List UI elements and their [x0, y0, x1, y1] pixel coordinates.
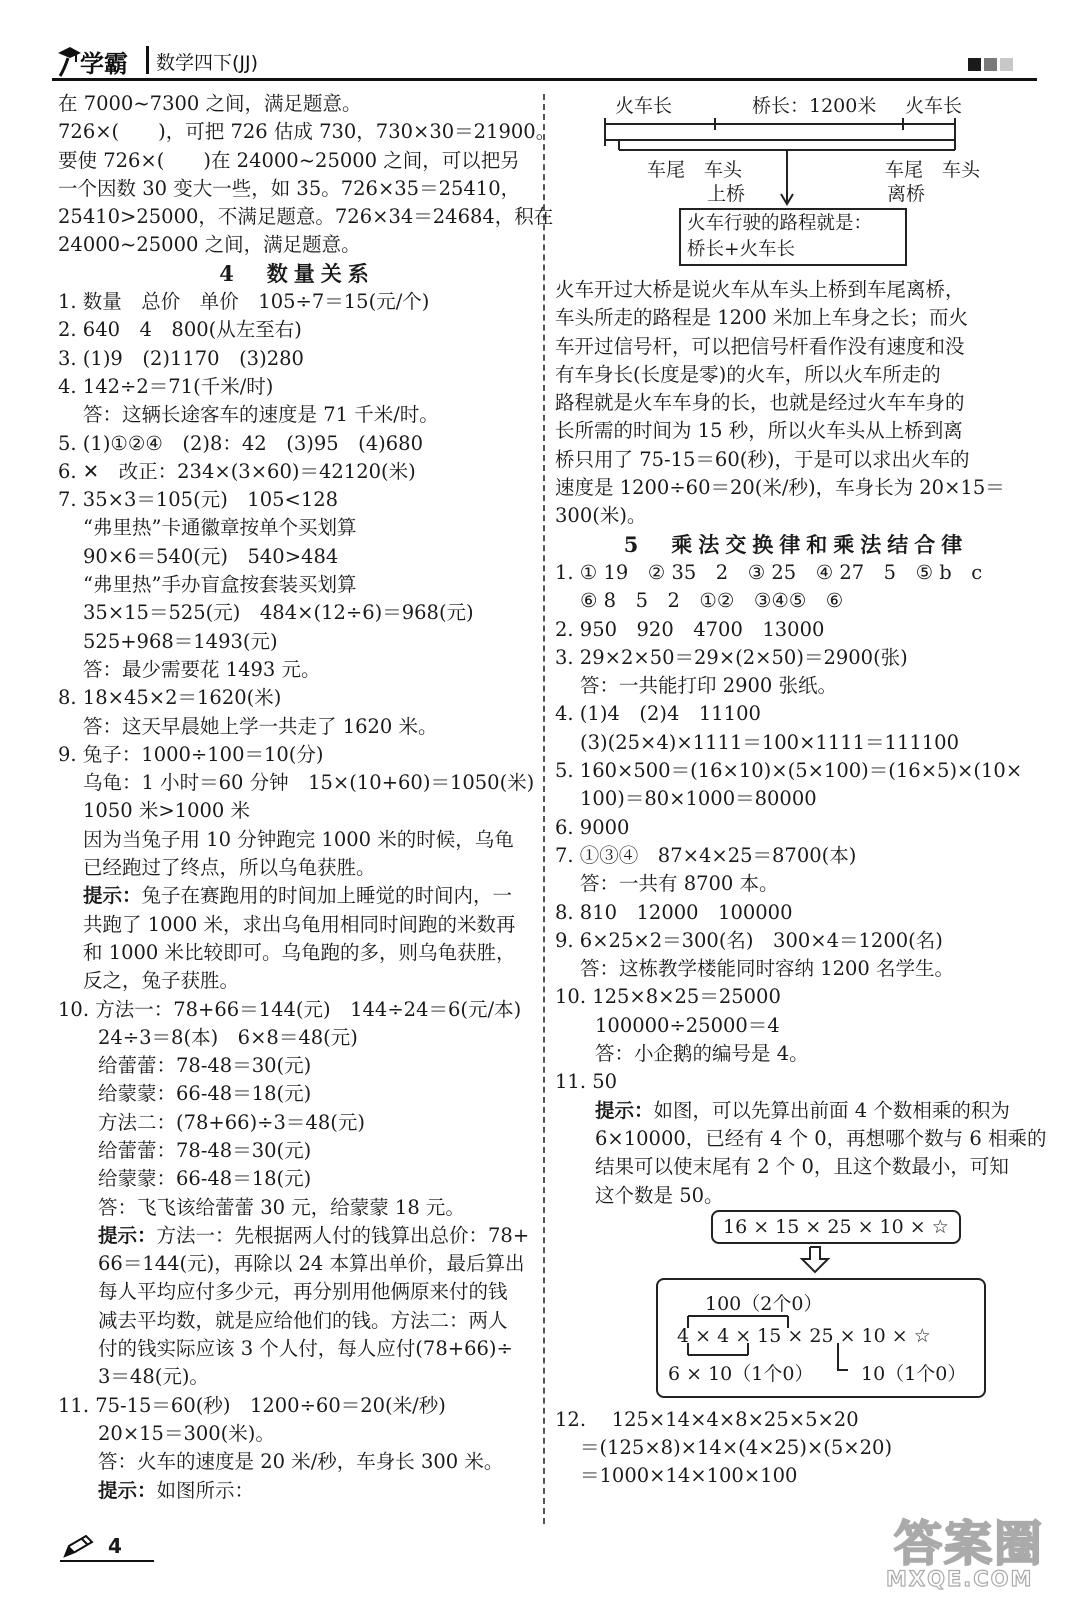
block-dark [968, 58, 981, 71]
answer-line: 在 7000~7300 之间，满足题意。 [58, 92, 362, 115]
answer-line: 2. 950 920 4700 13000 [555, 617, 825, 641]
answer-line: 答：火车的速度是 20 米/秒，车身长 300 米。 [98, 1450, 504, 1474]
hint-label: 提示： [98, 1478, 157, 1502]
watermark-domain: MXQE.COM [886, 1567, 1034, 1591]
hint-text: 方法一：先根据两人付的钱算出总价：78+ [156, 1223, 530, 1247]
answer-line: 1050 米>1000 米 [83, 799, 250, 823]
answer-line: 7. 35×3＝105(元) 105<128 [58, 488, 339, 512]
answer-line: 已经跑过了终点，所以乌龟获胜。 [83, 856, 376, 880]
answer-line: 共跑了 1000 米，求出乌龟用相同时间跑的米数再 [83, 912, 516, 936]
train-length-label-left: 火车长 [615, 95, 673, 117]
answer-line: 答：小企鹅的编号是 4。 [595, 1042, 809, 1066]
distance-formula-box [679, 208, 907, 266]
answer-line: ⑥ 8 5 2 ①② ③④⑤ ⑥ [580, 589, 844, 613]
tail-head-label-right: 车尾 车头 [885, 159, 981, 181]
answer-line: 速度是 1200÷60＝20(米/秒)，车身长为 20×15＝ [555, 476, 1005, 500]
answer-line: 3. 29×2×50＝29×(2×50)＝2900(张) [555, 645, 908, 669]
answer-line: 给蒙蒙：66-48＝18(元) [98, 1082, 312, 1106]
hint-line [58, 1477, 536, 1505]
answer-line: 8. 18×45×2＝1620(米) [58, 686, 282, 710]
bridge-length-label: 桥长：1200米 [752, 95, 877, 117]
header-separator [146, 46, 149, 74]
answer-line: 乌龟：1 小时＝60 分钟 15×(10+60)＝1050(米) [83, 771, 535, 795]
answer-line: 5. 160×500＝(16×10)×(5×100)＝(16×5)×(10× [555, 759, 1023, 783]
answer-line: 6. ✕ 改正：234×(3×60)＝42120(米) [58, 459, 416, 483]
brand-logo: 学霸 [80, 50, 128, 78]
footer-rule [60, 1560, 154, 1562]
answer-line: 726×( )，可把 726 估成 730，730×30＝21900。 [58, 120, 556, 144]
formula-line-1: 火车行驶的路程就是： [687, 213, 873, 234]
answer-line: 11. 75-15＝60(秒) 1200÷60＝20(米/秒) [58, 1393, 446, 1417]
bracket-label-top: 100（2个0） [705, 1292, 823, 1315]
answer-line: 3＝48(元)。 [98, 1365, 209, 1389]
answer-line: 给蕾蕾：78-48＝30(元) [98, 1138, 312, 1162]
answer-line: 10. 方法一：78+66＝144(元) 144÷24＝6(元/本) [58, 997, 522, 1021]
page-number: 4 [108, 1534, 122, 1558]
answer-line: 付的钱实际应该 3 个人付，每人应付(78+66)÷ [98, 1337, 513, 1361]
train-length-label-right: 火车长 [905, 95, 963, 117]
hint-label: 提示： [98, 1223, 157, 1247]
site-watermark [880, 1505, 1080, 1600]
answer-line: 6×10000，已经有 4 个 0，再想哪个数与 6 相乘的 [595, 1126, 1047, 1150]
right-column-text-bottom [555, 1406, 1037, 1491]
answer-line: 给蒙蒙：66-48＝18(元) [98, 1167, 312, 1191]
answer-line: 90×6＝540(元) 540>484 [83, 544, 339, 568]
answer-line: 一个因数 30 变大一些，如 35。726×35＝25410， [58, 176, 521, 200]
bracket-label-left: 6 × 10（1个0） [668, 1362, 814, 1385]
hint-label: 提示： [595, 1098, 654, 1122]
right-column-text-top [555, 276, 1047, 1210]
leave-bridge-label: 离桥 [887, 183, 926, 205]
hint-line [58, 1222, 536, 1250]
left-column [58, 90, 556, 1505]
answer-line: 1. 数量 总价 单价 105÷7＝15(元/个) [58, 290, 430, 314]
answer-line: 11. 50 [555, 1070, 618, 1094]
section-heading: 5 乘法交换律和乘法结合律 [623, 531, 969, 557]
answer-line: 9. 兔子：1000÷100＝10(分) [58, 742, 324, 766]
answer-line: 答：这栋教学楼能同时容纳 1200 名学生。 [580, 957, 955, 981]
board-bridge-label: 上桥 [707, 183, 746, 205]
answer-line: 反之，兔子获胜。 [83, 969, 240, 993]
hint-line [58, 882, 536, 910]
answer-line: 答：一共能打印 2900 张纸。 [580, 674, 838, 698]
answer-line: 100)＝80×1000＝80000 [580, 787, 817, 811]
answer-line: “弗里热”手办盲盒按套装买划算 [83, 573, 357, 597]
answer-line: 桥只用了 75-15＝60(秒)，于是可以求出火车的 [555, 447, 970, 471]
factor-zero-diagram [555, 1210, 1037, 1406]
answer-line: ＝1000×14×100×100 [580, 1464, 798, 1488]
answer-line: 4. (1)4 (2)4 11100 [555, 702, 761, 726]
book-subject: 数学四下(JJ) [156, 52, 259, 74]
answer-line: 1. ① 19 ② 35 2 ③ 25 ④ 27 5 ⑤ b c [555, 560, 983, 584]
answer-line: 20×15＝300(米)。 [98, 1421, 275, 1445]
bracket-label-right: 10（1个0） [861, 1362, 967, 1385]
answer-line: 有车身长(长度是零)的火车，所以火车所走的 [555, 362, 941, 386]
answer-line: 和 1000 米比较即可。乌龟跑的多，则乌龟获胜， [83, 940, 516, 964]
page-header [52, 42, 1037, 82]
answer-line: 525+968＝1493(元) [83, 629, 278, 653]
tail-head-label-left: 车尾 车头 [647, 159, 743, 181]
answer-line: 66＝144(元)，再除以 24 本算出单价，最后算出 [98, 1252, 525, 1276]
answer-line: 4. 142÷2＝71(千米/时) [58, 374, 274, 398]
answer-line: 3. (1)9 (2)1170 (3)280 [58, 346, 304, 370]
answer-line: 给蕾蕾：78-48＝30(元) [98, 1054, 312, 1078]
expanded-expression: 4 × 4 × 15 × 25 × 10 × ☆ [677, 1324, 931, 1347]
header-rule [52, 78, 1037, 81]
hint-text: 兔子在赛跑用的时间加上睡觉的时间内，一 [141, 884, 513, 908]
answer-line: 6. 9000 [555, 815, 630, 839]
answer-line: 因为当兔子用 10 分钟跑完 1000 米的时候，乌龟 [83, 827, 514, 851]
answer-line: 答：最少需要花 1493 元。 [83, 657, 321, 681]
answer-line: 9. 6×25×2＝300(名) 300×4＝1200(名) [555, 928, 943, 952]
pencil-icon [62, 1534, 98, 1560]
section-heading: 4 数量关系 [219, 260, 375, 286]
hint-label: 提示： [83, 884, 142, 908]
answer-line: 5. (1)①②④ (2)8：42 (3)95 (4)680 [58, 431, 423, 455]
answer-line: 减去平均数，就是应给他们的钱。方法二：两人 [98, 1308, 508, 1332]
answer-line: 方法二：(78+66)÷3＝48(元) [98, 1110, 365, 1134]
hint-line [555, 1097, 1037, 1125]
answer-line: 300(米)。 [555, 504, 647, 528]
answer-line: 7. ①③④ 87×4×25＝8700(本) [555, 843, 857, 867]
answer-line: 结果可以使末尾有 2 个 0，且这个数最小，可知 [595, 1155, 1009, 1179]
answer-line: 车头所走的路程是 1200 米加上车身之长；而火 [555, 306, 969, 330]
column-divider [543, 94, 545, 1524]
graduation-cap-icon [56, 44, 82, 78]
answer-line: 车开过信号杆，可以把信号杆看作没有速度和没 [555, 334, 965, 358]
block-mid [984, 58, 997, 71]
hint-text: 如图所示： [156, 1478, 255, 1502]
answer-line: 12. 125×14×4×8×25×5×20 [555, 1407, 859, 1431]
right-column [555, 90, 1047, 1491]
hint-text: 如图，可以先算出前面 4 个数相乘的积为 [653, 1098, 1010, 1122]
answer-line: 要使 726×( )在 24000~25000 之间，可以把另 [58, 148, 520, 172]
original-expression-box: 16 × 15 × 25 × 10 × ☆ [711, 1210, 961, 1244]
block-light [1000, 58, 1013, 71]
answer-line: ＝(125×8)×14×(4×25)×(5×20) [580, 1436, 893, 1460]
answer-line: 35×15＝525(元) 484×(12÷6)＝968(元) [83, 601, 474, 625]
watermark-logo-text: 答案圈 [894, 1516, 1045, 1572]
train-bridge-diagram [555, 90, 1037, 276]
answer-line: 长所需的时间为 15 秒，所以火车头从上桥到离 [555, 419, 963, 443]
answer-line: 25410>25000，不满足题意。726×34＝24684，积在 [58, 205, 554, 229]
answer-line: (3)(25×4)×1111＝100×1111＝111100 [580, 730, 959, 754]
answer-line: 每人平均应付多少元，再分别用他俩原来付的钱 [98, 1280, 508, 1304]
answer-line: 24÷3＝8(本) 6×8＝48(元) [98, 1025, 358, 1049]
answer-line: “弗里热”卡通徽章按单个买划算 [83, 516, 357, 540]
answer-line: 答：这辆长途客车的速度是 71 千米/时。 [83, 403, 439, 427]
formula-line-2: 桥长+火车长 [687, 239, 796, 260]
answer-line: 100000÷25000＝4 [595, 1013, 780, 1037]
answer-line: 这个数是 50。 [595, 1183, 724, 1207]
header-decoration [965, 56, 1013, 75]
answer-line: 2. 640 4 800(从左至右) [58, 318, 302, 342]
answer-line: 答：飞飞该给蕾蕾 30 元，给蒙蒙 18 元。 [98, 1195, 465, 1219]
answer-line: 24000~25000 之间，满足题意。 [58, 233, 361, 257]
answer-line: 答：一共有 8700 本。 [580, 872, 779, 896]
answer-line: 路程就是火车车身的长，也就是经过火车车身的 [555, 391, 965, 415]
answer-line: 答：这天早晨她上学一共走了 1620 米。 [83, 714, 438, 738]
answer-line: 10. 125×8×25＝25000 [555, 985, 781, 1009]
answer-line: 火车开过大桥是说火车从车头上桥到车尾离桥， [555, 278, 965, 301]
answer-line: 8. 810 12000 100000 [555, 900, 793, 924]
